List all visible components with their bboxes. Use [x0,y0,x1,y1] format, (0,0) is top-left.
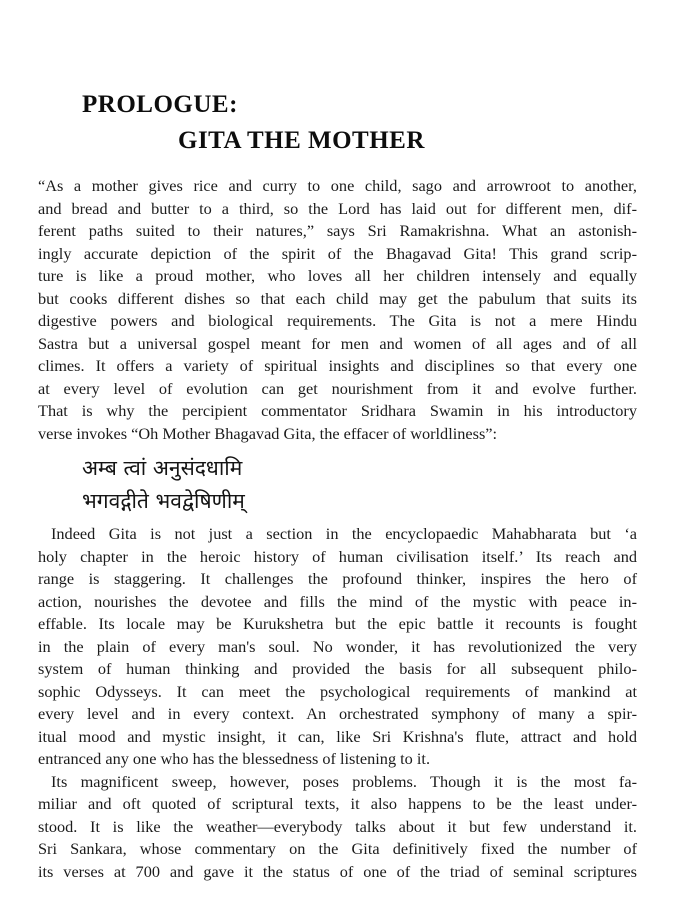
page-title-line-1: PROLOGUE: [82,91,238,118]
text-line: range is staggering. It challenges the profound thinker, inspires the hero of [38,569,637,588]
text-line: ingly accurate depiction of the spirit of the Bhagavad Gita! This grand scrip- [38,243,637,263]
sanskrit-verse-line-1: अम्ब त्वां अनुसंदधामि [82,456,243,480]
text-line: at every level of evolution can get nourishment from it and evolve further. [38,378,637,398]
text-line: That is why the percipient commentator Sridhara Swamin in his introductory [38,401,637,420]
text-line: ture is like a proud mother, who loves all her children intensely and equally [38,266,637,285]
paragraph-3 [38,771,637,884]
text-line: miliar and oft quoted of scriptural texts, it also happens to be the least under- [38,794,637,813]
text-line: but cooks different dishes so that each child may get the pabulum that suits its [38,288,637,308]
text-line: digestive powers and biological requirements. The Gita is not a mere Hindu [38,311,637,330]
text-line: climes. It offers a variety of spiritual insights and disciplines so that every one [38,356,637,375]
text-line: holy chapter in the heroic history of human civilisation itself.’ Its reach and [38,546,637,566]
text-line: Indeed Gita is not just a section in the encyclopaedic Mahabharata but ‘a [51,524,637,543]
text-line: system of human thinking and provided the basis for all subsequent philo- [38,659,637,678]
paragraph-2 [38,523,637,771]
text-line: Its magnificent sweep, however, poses problems. Though it is the most fa- [51,771,637,791]
sanskrit-verse-line-2: भगवद्गीते भवद्वेषिणीम् [82,489,245,513]
paragraph-1 [38,175,637,445]
sanskrit-verse [82,452,637,518]
text-line: and bread and butter to a third, so the Lord has laid out for different men, dif- [38,198,637,218]
text-line: verse invokes “Oh Mother Bhagavad Gita, the effacer of worldliness”: [38,423,498,443]
body-text [38,175,637,883]
text-line: Sastra but a universal gospel meant for men and women of all ages and of all [38,333,637,353]
text-line: itual mood and mystic insight, it can, like Sri Krishna's flute, attract and hold [38,726,637,746]
text-line: action, nourishes the devotee and fills the mind of the mystic with peace in- [38,591,637,611]
text-line: sophic Odysseys. It can meet the psychological requirements of mankind at [38,681,637,701]
text-line: entranced any one who has the blessedness of listening to it. [38,749,431,768]
text-line: “As a mother gives rice and curry to one child, sago and arrowroot to another, [38,176,637,195]
page-title-line-2: GITA THE MOTHER [178,127,425,154]
text-line: effable. Its locale may be Kurukshetra but the epic battle it recounts is fought [38,614,637,633]
text-line: its verses at 700 and gave it the status of one of the triad of seminal scriptures [38,861,637,881]
text-line: every level and in every context. An orchestrated symphony of many a spir- [38,704,637,723]
text-line: ferent paths suited to their natures,” says Sri Ramakrishna. What an astonish- [38,221,637,240]
chapter-title [0,0,675,153]
text-line: in the plain of every man's soul. No wonder, it has revolutionized the very [38,636,637,656]
text-line: Sri Sankara, whose commentary on the Gita definitively fixed the number of [38,839,637,858]
text-line: stood. It is like the weather—everybody talks about it but few understand it. [38,816,637,836]
